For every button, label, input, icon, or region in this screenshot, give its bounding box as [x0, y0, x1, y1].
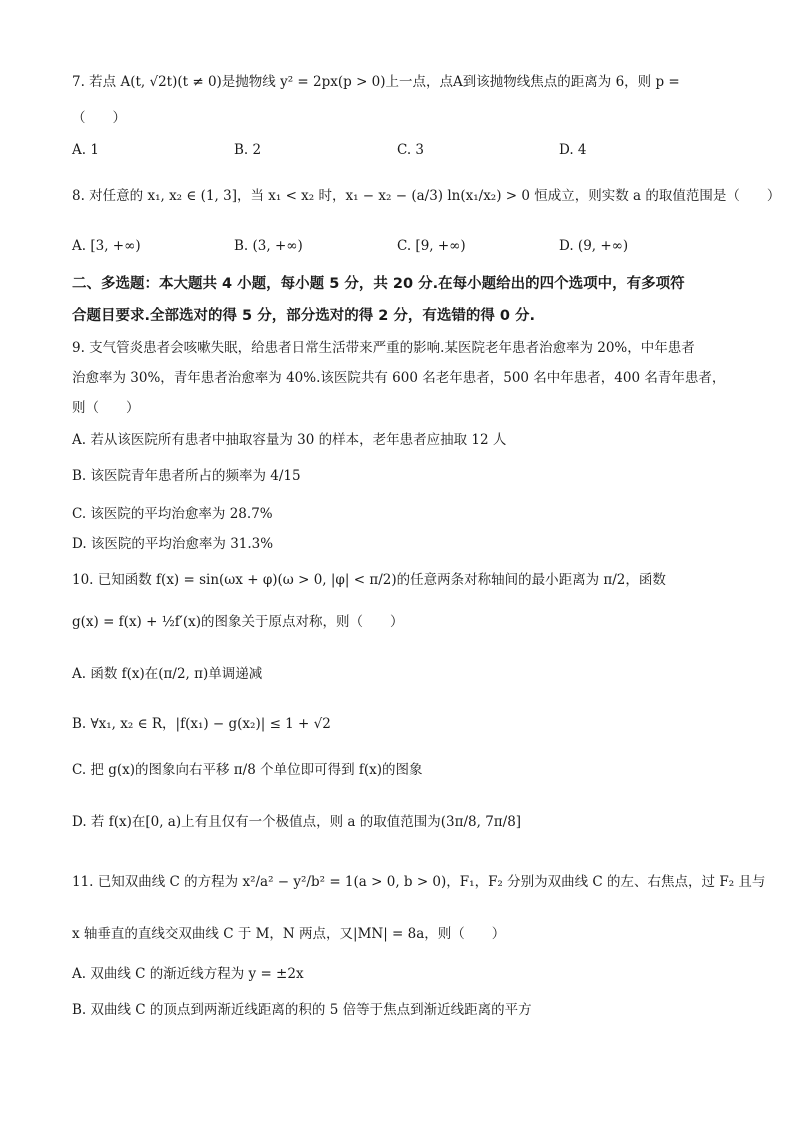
q9-option-c: C. 该医院的平均治愈率为 28.7%	[72, 506, 273, 522]
question-11-line-2: x 轴垂直的直线交双曲线 C 于 M，N 两点，又|MN| = 8a，则（ ）	[72, 926, 506, 942]
question-8-stem: 8. 对任意的 x₁, x₂ ∈ (1, 3]，当 x₁ < x₂ 时，x₁ − x₂ − (a/3) ln(x₁/x₂) > 0 恒成立，则实数 a 的取值范围是（ ）	[72, 188, 781, 204]
q7-option-a: A. 1	[72, 142, 99, 158]
q10-option-b: B. ∀x₁, x₂ ∈ R，|f(x₁) − g(x₂)| ≤ 1 + √2	[72, 716, 331, 732]
q11-option-a: A. 双曲线 C 的渐近线方程为 y = ±2x	[72, 966, 304, 982]
question-7-options	[72, 140, 732, 160]
question-10-line-2: g(x) = f(x) + ½f′(x)的图象关于原点对称，则（ ）	[72, 614, 404, 630]
q9-option-d: D. 该医院的平均治愈率为 31.3%	[72, 536, 274, 552]
q8-option-b: B. (3, +∞)	[234, 238, 303, 254]
question-11-line-1: 11. 已知双曲线 C 的方程为 x²/a² − y²/b² = 1(a > 0, b > 0)，F₁，F₂ 分别为双曲线 C 的左、右焦点，过 F₂ 且与	[72, 874, 766, 890]
q8-option-a: A. [3, +∞)	[72, 238, 141, 254]
question-7-paren: （ ）	[72, 110, 126, 126]
q7-option-b: B. 2	[234, 142, 262, 158]
q11-option-b: B. 双曲线 C 的顶点到两渐近线距离的积的 5 倍等于焦点到渐近线距离的平方	[72, 1002, 532, 1018]
q10-option-c: C. 把 g(x)的图象向右平移 π/8 个单位即可得到 f(x)的图象	[72, 762, 423, 778]
q7-option-c: C. 3	[397, 142, 425, 158]
section-heading-line-1: 二、多选题：本大题共 4 小题，每小题 5 分，共 20 分.在每小题给出的四个选项中，有多项符	[72, 276, 685, 292]
question-9-line-2: 治愈率为 30%，青年患者治愈率为 40%.该医院共有 600 名老年患者，500 名中年患者，400 名青年患者，	[72, 370, 726, 386]
q7-option-d: D. 4	[559, 142, 587, 158]
question-8-options	[72, 236, 732, 256]
q8-option-c: C. [9, +∞)	[397, 238, 466, 254]
question-7-stem: 7. 若点 A(t, √2t)(t ≠ 0)是抛物线 y² = 2px(p > 0)上一点，点A到该抛物线焦点的距离为 6，则 p =	[72, 74, 680, 90]
question-9-line-1: 9. 支气管炎患者会咳嗽失眠，给患者日常生活带来严重的影响.某医院老年患者治愈率为 20%，中年患者	[72, 340, 695, 356]
question-9-line-3: 则（ ）	[72, 400, 140, 416]
section-heading-line-2: 合题目要求.全部选对的得 5 分，部分选对的得 2 分，有选错的得 0 分.	[72, 308, 536, 324]
q10-option-a: A. 函数 f(x)在(π/2, π)单调递减	[72, 666, 263, 682]
question-10-line-1: 10. 已知函数 f(x) = sin(ωx + φ)(ω > 0, |φ| < π/2)的任意两条对称轴间的最小距离为 π/2，函数	[72, 572, 666, 588]
q8-option-d: D. (9, +∞)	[559, 238, 629, 254]
q9-option-a: A. 若从该医院所有患者中抽取容量为 30 的样本，老年患者应抽取 12 人	[72, 432, 507, 448]
q10-option-d: D. 若 f(x)在[0, a)上有且仅有一个极值点，则 a 的取值范围为(3π/8, 7π/8]	[72, 814, 522, 830]
q9-option-b: B. 该医院青年患者所占的频率为 4/15	[72, 468, 301, 484]
